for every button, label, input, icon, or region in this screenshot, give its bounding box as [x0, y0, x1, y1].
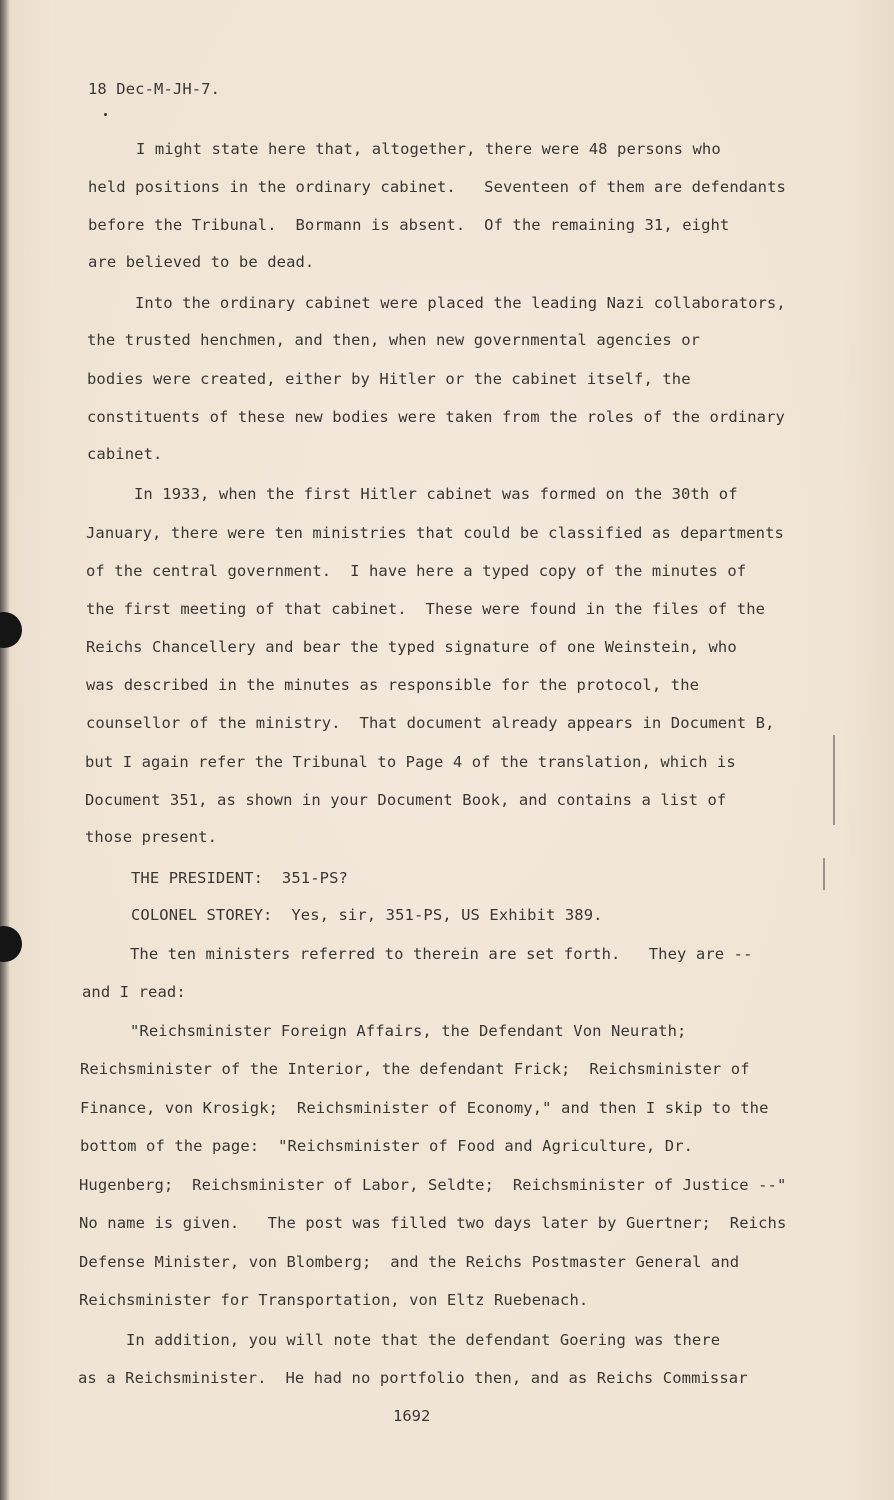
text-line: cabinet.	[87, 445, 163, 463]
text-line: but I again refer the Tribunal to Page 4 of the translation, which is	[85, 753, 736, 771]
text-line: Defense Minister, von Blomberg; and the Reichs Postmaster General and	[79, 1253, 740, 1271]
text-line: and I read:	[82, 983, 186, 1001]
text-line: "Reichsminister Foreign Affairs, the Defendant Von Neurath;	[130, 1022, 687, 1040]
text-line: I might state here that, altogether, there were 48 persons who	[136, 140, 721, 158]
text-line: Finance, von Krosigk; Reichsminister of Economy," and then I skip to the	[80, 1099, 769, 1117]
punch-hole	[0, 612, 22, 648]
text-line: Reichs Chancellery and bear the typed signature of one Weinstein, who	[86, 638, 737, 656]
text-line: constituents of these new bodies were taken from the roles of the ordinary	[87, 408, 785, 426]
speaker-line: COLONEL STOREY: Yes, sir, 351-PS, US Exhibit 389.	[131, 906, 603, 924]
text-line: Reichsminister for Transportation, von Eltz Ruebenach.	[79, 1291, 589, 1309]
text-line: are believed to be dead.	[88, 253, 315, 271]
text-line: the trusted henchmen, and then, when new governmental agencies or	[87, 331, 701, 349]
text-line: In 1933, when the first Hitler cabinet was formed on the 30th of	[134, 485, 738, 503]
page-edge-shadow	[0, 0, 10, 1500]
text-line: the first meeting of that cabinet. These were found in the files of the	[86, 600, 766, 618]
text-line: Document 351, as shown in your Document Book, and contains a list of	[85, 791, 727, 809]
text-line: Hugenberg; Reichsminister of Labor, Seldte; Reichsminister of Justice --"	[79, 1176, 787, 1194]
text-line: No name is given. The post was filled two days later by Guertner; Reichs	[79, 1214, 787, 1232]
text-line: was described in the minutes as responsible for the protocol, the	[86, 676, 700, 694]
text-line: those present.	[85, 828, 218, 846]
stray-dot	[104, 113, 107, 116]
text-line: of the central government. I have here a typed copy of the minutes of	[86, 562, 747, 580]
text-line: held positions in the ordinary cabinet. Seventeen of them are defendants	[88, 178, 786, 196]
text-line: The ten ministers referred to therein are set forth. They are --	[130, 945, 753, 963]
margin-mark	[833, 735, 835, 825]
text-line: counsellor of the ministry. That document already appears in Document B,	[86, 714, 775, 732]
text-line: bodies were created, either by Hitler or the cabinet itself, the	[87, 370, 691, 388]
text-line: as a Reichsminister. He had no portfolio then, and as Reichs Commissar	[78, 1369, 748, 1387]
text-line: before the Tribunal. Bormann is absent. Of the remaining 31, eight	[88, 216, 730, 234]
text-line: In addition, you will note that the defendant Goering was there	[126, 1331, 721, 1349]
page-number: 1692	[393, 1407, 431, 1425]
punch-hole	[0, 926, 22, 962]
speaker-line: THE PRESIDENT: 351-PS?	[131, 869, 348, 887]
margin-mark	[823, 858, 825, 890]
document-reference: 18 Dec-M-JH-7.	[88, 80, 221, 98]
text-line: Reichsminister of the Interior, the defendant Frick; Reichsminister of	[80, 1060, 750, 1078]
text-line: bottom of the page: "Reichsminister of Food and Agriculture, Dr.	[80, 1137, 694, 1155]
text-line: January, there were ten ministries that could be classified as departments	[86, 524, 784, 542]
text-line: Into the ordinary cabinet were placed the leading Nazi collaborators,	[135, 294, 786, 312]
